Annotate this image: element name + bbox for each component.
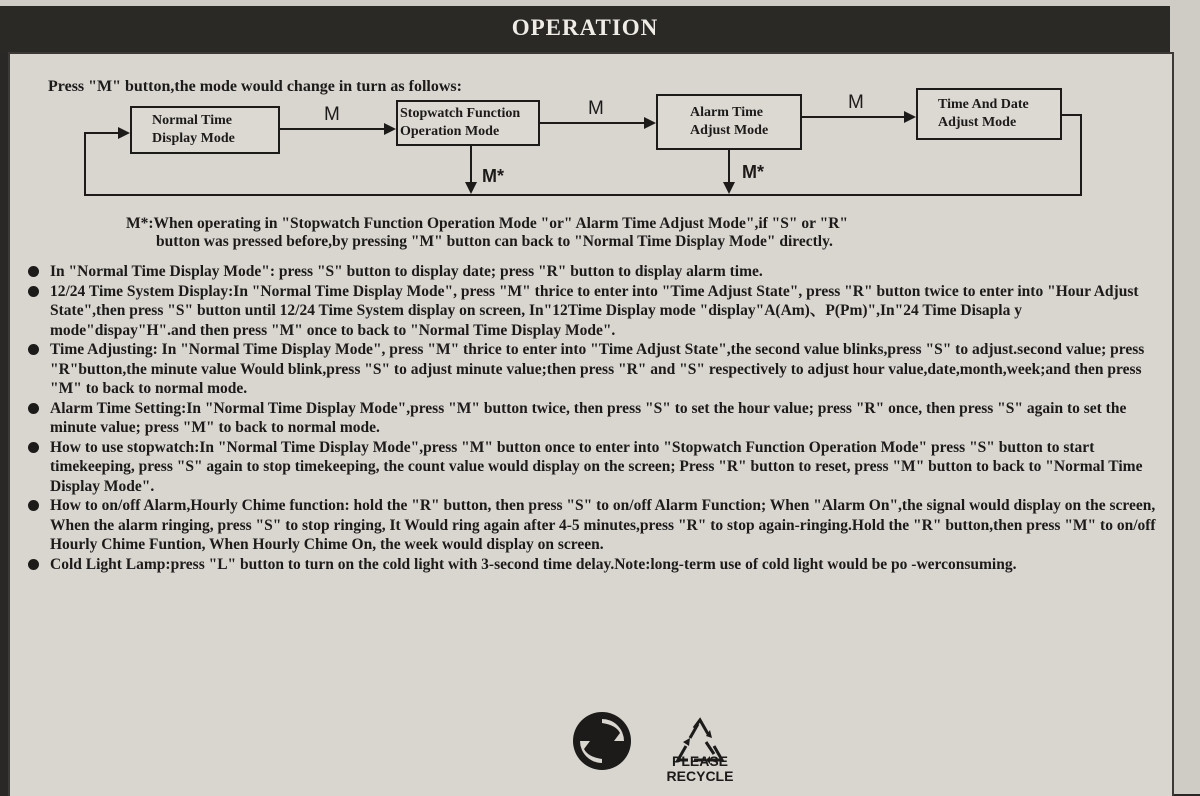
- list-item: [24, 282, 1164, 341]
- flow-box-line: Time And Date: [938, 97, 1029, 112]
- bullet-icon: [28, 442, 39, 453]
- bullet-icon: [28, 286, 39, 297]
- list-item-text: Cold Light Lamp:press "L" button to turn on the cold light with 3-second time delay.Note:long-term use of cold light would be po -werconsuming.: [50, 555, 1017, 573]
- list-item: [24, 340, 1164, 399]
- flow-loop-line: [84, 132, 86, 196]
- flow-mstar-label: M*: [742, 162, 764, 182]
- flow-loop-line: [1062, 114, 1082, 116]
- header-top-strip: [0, 0, 1170, 6]
- recycle-line: PLEASE: [671, 753, 728, 769]
- mstar-note-line2: button was pressed before,by pressing "M" button can back to "Normal Time Display Mode" directly.: [156, 233, 833, 250]
- instructions-list: [24, 262, 1164, 574]
- list-item-text: 12/24 Time System Display:In "Normal Time Display Mode", press "M" thrice to enter into "Time Adjust State", press "R" button twice to enter into "Hour Adjust State",then press "S" button until 12/24 Time System display on screen, In"12Time Display mode "display"A(Am)、P(Pm)",In"24 Time Disapla y mode"dispay"H".and then press "M" once to back to "Normal Time Display Mode".: [50, 282, 1139, 339]
- flow-m-label: M: [848, 92, 864, 113]
- intro-text: Press "M" button,the mode would change in turn as follows:: [48, 78, 462, 95]
- list-item-text: Time Adjusting: In "Normal Time Display Mode", press "M" thrice to enter into "Time Adjust State",the second value blinks,press "S" to adjust.second value; press "R"button,the minute value Would blink,press "S" to adjust minute value;then press "R" and "S" respectively to adjust hour value,date,month,week;and then press "M" to back to normal mode.: [50, 341, 1145, 397]
- list-item: [24, 555, 1164, 575]
- bullet-icon: [28, 500, 39, 511]
- flow-mstar-line: [470, 146, 472, 182]
- flow-box-line: Stopwatch Function: [400, 106, 521, 121]
- flow-box-normal-time: [130, 106, 280, 154]
- list-item-text: How to on/off Alarm,Hourly Chime function: hold the "R" button, then press "S" to on/off Alarm Function; When "Alarm On",the signal would display on the screen, When the alarm ringing, press "S" to stop ringing, It Would ring again after 4-5 minutes,press "R" to stop again-ringing.Hold the "R" button,then press "M" to on/off Hourly Chime Funtion, When Hourly Chime On, the week would display on screen.: [50, 497, 1156, 553]
- arrow-right-icon: [384, 123, 396, 135]
- flow-box-line: Alarm Time: [690, 105, 763, 120]
- flow-box-line: Adjust Mode: [690, 123, 769, 138]
- flow-mstar-label: M*: [482, 166, 504, 186]
- green-dot-logo-icon: [570, 709, 634, 773]
- flow-connector: [802, 116, 904, 118]
- flow-m-label: M: [588, 98, 604, 119]
- list-item-text: Alarm Time Setting:In "Normal Time Display Mode",press "M" button twice, then press "S" to set the hour value; press "R" once, then press "S" again to set the minute value; press "M" to back to normal mode.: [50, 399, 1127, 436]
- flow-loop-line: [84, 194, 1082, 196]
- list-item: [24, 399, 1164, 438]
- flow-box-line: Operation Mode: [400, 124, 500, 139]
- flow-loop-line: [1080, 114, 1082, 196]
- arrow-right-icon: [644, 117, 656, 129]
- list-item: [24, 262, 1164, 282]
- arrow-right-icon: [904, 111, 916, 123]
- list-item: [24, 438, 1164, 497]
- bullet-icon: [28, 344, 39, 355]
- bullet-icon: [28, 266, 39, 277]
- mstar-note-line1: M*:When operating in "Stopwatch Function Operation Mode "or" Alarm Time Adjust Mode",if "S" or "R": [126, 215, 848, 232]
- recycle-label: [650, 754, 750, 784]
- flow-mstar-line: [728, 150, 730, 182]
- flow-box-line: Display Mode: [152, 131, 235, 146]
- arrow-right-icon: [118, 127, 130, 139]
- list-item: [24, 496, 1164, 555]
- arrow-down-icon: [723, 182, 735, 194]
- flow-box-line: Adjust Mode: [938, 115, 1017, 130]
- paper-edge: [1170, 0, 1200, 794]
- list-item-text: How to use stopwatch:In "Normal Time Display Mode",press "M" button once to enter into "Stopwatch Function Operation Mode" press "S" button to start timekeeping, press "S" again to stop timekeeping, the count value would display on the screen; Press "R" button to reset, press "M" button to back to "Normal Time Display Mode".: [50, 438, 1143, 495]
- recycle-line: RECYCLE: [666, 768, 734, 784]
- instruction-sheet: [8, 52, 1174, 796]
- flow-box-line: Normal Time: [152, 113, 232, 128]
- flow-box-stopwatch: [396, 100, 540, 146]
- flow-connector: [280, 128, 384, 130]
- flow-loop-line: [84, 132, 118, 134]
- bullet-icon: [28, 559, 39, 570]
- list-item-text: In "Normal Time Display Mode": press "S" button to display date; press "R" button to display alarm time.: [50, 263, 763, 280]
- flow-box-time-and-date: [916, 88, 1062, 140]
- bullet-icon: [28, 403, 39, 414]
- flow-box-alarm-time: [656, 94, 802, 150]
- header-bar: [0, 0, 1170, 52]
- page-title: OPERATION: [511, 15, 659, 40]
- flow-m-label: M: [324, 104, 340, 125]
- flow-connector: [540, 122, 644, 124]
- arrow-down-icon: [465, 182, 477, 194]
